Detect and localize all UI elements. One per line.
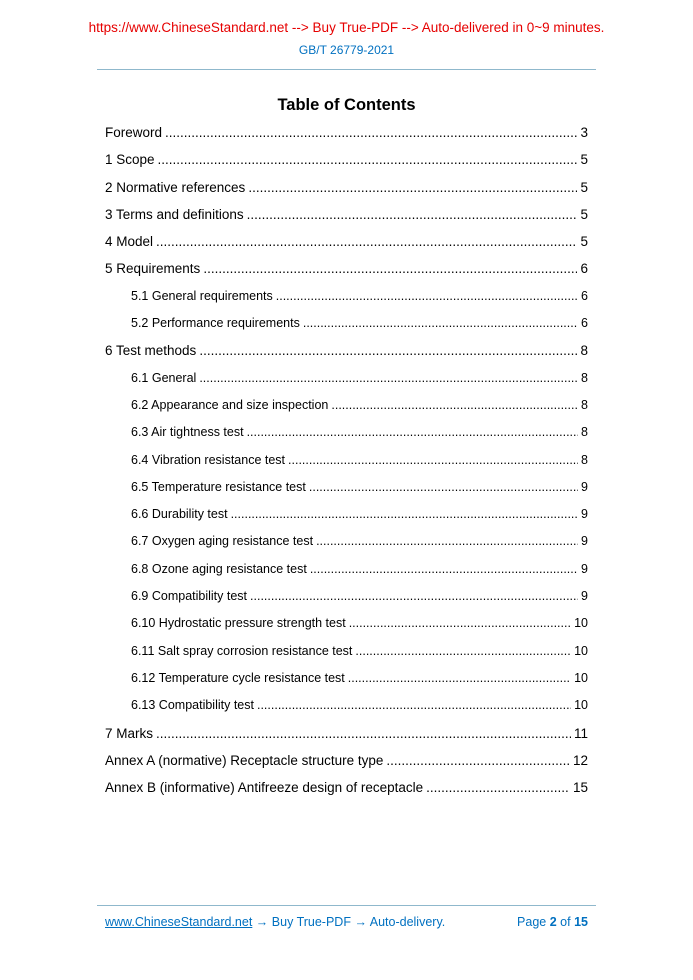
footer-promo (105, 915, 445, 929)
toc-entry-oxygen-aging-resistance-test[interactable] (105, 534, 588, 561)
toc-leader-dots (203, 261, 577, 276)
toc-entry-general-requirements[interactable] (105, 289, 588, 316)
toc-leader-dots (310, 562, 578, 576)
toc-entry-label: 5.1 General requirements (131, 288, 273, 303)
toc-leader-dots (276, 289, 578, 303)
toc-leader-dots (348, 671, 571, 685)
toc-entry-label: 6.8 Ozone aging resistance test (131, 561, 307, 576)
toc-entry-page: 6 (581, 288, 588, 303)
toc-entry-page: 10 (574, 698, 588, 713)
toc-entry-label: 6.1 General (131, 370, 197, 385)
toc-entry-label: 6.2 Appearance and size inspection (131, 397, 329, 412)
toc-entry-label: 6.12 Temperature cycle resistance test (131, 670, 345, 685)
page-footer (97, 905, 596, 929)
toc-entry-terms-definitions[interactable] (105, 207, 588, 234)
toc-entry-label: 7 Marks (105, 725, 154, 741)
toc-entry-page: 5 (580, 152, 588, 168)
toc-entry-label: 1 Scope (105, 152, 155, 168)
toc-entry-performance-requirements[interactable] (105, 316, 588, 343)
toc-entry-label: Annex B (informative) Antifreeze design of receptacle (105, 780, 424, 796)
toc-leader-dots (156, 234, 577, 249)
toc-entry-label: 6.3 Air tightness test (131, 425, 244, 440)
toc-entry-label: 6.5 Temperature resistance test (131, 479, 306, 494)
toc-entry-page: 12 (572, 752, 588, 768)
toc-entry-page: 3 (580, 125, 588, 140)
toc-entry-page: 11 (573, 725, 588, 741)
toc-entry-page: 8 (580, 343, 588, 359)
toc-leader-dots (386, 753, 570, 768)
toc-entry-page: 8 (581, 370, 588, 385)
toc-entry-temperature-cycle-resistance-test[interactable] (105, 671, 588, 698)
toc-leader-dots (426, 780, 570, 795)
toc-entry-page: 10 (574, 616, 588, 631)
footer-page-indicator (517, 915, 588, 929)
toc-entry-annex-b[interactable] (105, 780, 588, 807)
footer-delivery-text: Auto-delivery. (369, 915, 446, 929)
page-title: Table of Contents (277, 96, 416, 114)
toc-entry-label: Foreword (105, 125, 163, 140)
toc-leader-dots (309, 480, 578, 494)
toc-entry-page: 9 (581, 589, 588, 604)
toc-entry-label: 6.6 Durability test (131, 507, 228, 522)
toc-entry-label: 6.4 Vibration resistance test (131, 452, 286, 467)
toc-entry-page: 10 (574, 643, 588, 658)
toc-entry-page: 9 (581, 479, 588, 494)
toc-entry-air-tightness-test[interactable] (105, 425, 588, 452)
toc-entry-page: 6 (580, 261, 588, 277)
promo-text: https://www.ChineseStandard.net --> Buy True-PDF --> Auto-delivered in 0~9 minutes. (88, 20, 605, 35)
toc-entry-page: 9 (581, 561, 588, 576)
toc-entry-page: 5 (580, 234, 588, 250)
toc-leader-dots (303, 316, 578, 330)
toc-leader-dots (231, 507, 578, 521)
toc-leader-dots (199, 343, 577, 358)
page-header (0, 0, 693, 70)
footer-of-label: of (560, 915, 571, 929)
toc-entry-label: 6.9 Compatibility test (131, 589, 248, 604)
toc-entry-compatibility-test-69[interactable] (105, 589, 588, 616)
toc-entry-label: 3 Terms and definitions (105, 206, 244, 222)
toc-entry-label: Annex A (normative) Receptacle structure type (105, 752, 384, 768)
toc-entry-requirements[interactable] (105, 261, 588, 288)
toc-leader-dots (331, 398, 578, 412)
toc-entry-marks[interactable] (105, 726, 588, 753)
toc-entry-general[interactable] (105, 371, 588, 398)
toc-entry-temperature-resistance-test[interactable] (105, 480, 588, 507)
toc-entry-page: 8 (581, 452, 588, 467)
toc-entry-page: 10 (574, 670, 588, 685)
toc-entry-model[interactable] (105, 234, 588, 261)
toc-entry-label: 6.10 Hydrostatic pressure strength test (131, 616, 346, 631)
toc-entry-ozone-aging-resistance-test[interactable] (105, 562, 588, 589)
table-of-contents (105, 125, 588, 807)
toc-entry-compatibility-test-613[interactable] (105, 698, 588, 725)
toc-leader-dots (349, 616, 571, 630)
toc-leader-dots (156, 726, 571, 741)
toc-leader-dots (247, 425, 578, 439)
toc-entry-label: 2 Normative references (105, 179, 246, 195)
footer-buy-text: Buy True-PDF (271, 915, 351, 929)
toc-leader-dots (247, 207, 578, 222)
toc-entry-scope[interactable] (105, 152, 588, 179)
toc-leader-dots (250, 589, 578, 603)
toc-entry-page: 9 (581, 534, 588, 549)
toc-leader-dots (199, 371, 578, 385)
toc-entry-page: 5 (580, 179, 588, 195)
toc-entry-annex-a[interactable] (105, 753, 588, 780)
toc-entry-label: 5 Requirements (105, 261, 201, 277)
toc-entry-label: 6.13 Compatibility test (131, 698, 254, 713)
toc-entry-page: 6 (581, 316, 588, 331)
toc-entry-page: 9 (581, 507, 588, 522)
toc-entry-foreword[interactable] (105, 125, 588, 152)
footer-arrow-icon: → (354, 915, 367, 929)
toc-entry-page: 8 (581, 425, 588, 440)
toc-leader-dots (158, 152, 578, 167)
footer-arrow-icon: → (255, 915, 269, 929)
toc-entry-vibration-resistance-test[interactable] (105, 453, 588, 480)
toc-leader-dots (355, 644, 571, 658)
toc-leader-dots (257, 698, 571, 712)
toc-entry-label: 5.2 Performance requirements (131, 316, 300, 331)
toc-entry-normative-references[interactable] (105, 180, 588, 207)
toc-entry-label: 4 Model (105, 234, 154, 250)
toc-leader-dots (165, 125, 577, 140)
toc-entry-test-methods[interactable] (105, 343, 588, 370)
footer-site-link[interactable]: www.ChineseStandard.net (105, 915, 253, 929)
header-divider (97, 69, 596, 70)
footer-page-label: Page (517, 915, 547, 929)
toc-entry-durability-test[interactable] (105, 507, 588, 534)
toc-entry-hydrostatic-pressure-strength-test[interactable] (105, 616, 588, 643)
toc-leader-dots (316, 534, 578, 548)
toc-entry-label: 6.11 Salt spray corrosion resistance test (131, 643, 353, 658)
toc-leader-dots (248, 180, 577, 195)
toc-entry-label: 6.7 Oxygen aging resistance test (131, 534, 314, 549)
standard-code: GB/T 26779-2021 (298, 43, 395, 57)
footer-page-current: 2 (549, 915, 557, 929)
toc-entry-salt-spray-corrosion-resistance-test[interactable] (105, 644, 588, 671)
toc-entry-page: 15 (572, 780, 588, 796)
footer-page-total: 15 (574, 915, 588, 929)
toc-entry-page: 8 (581, 397, 588, 412)
toc-entry-label: 6 Test methods (105, 343, 197, 359)
toc-entry-page: 5 (580, 206, 588, 222)
toc-entry-appearance-size-inspection[interactable] (105, 398, 588, 425)
toc-leader-dots (288, 453, 578, 467)
